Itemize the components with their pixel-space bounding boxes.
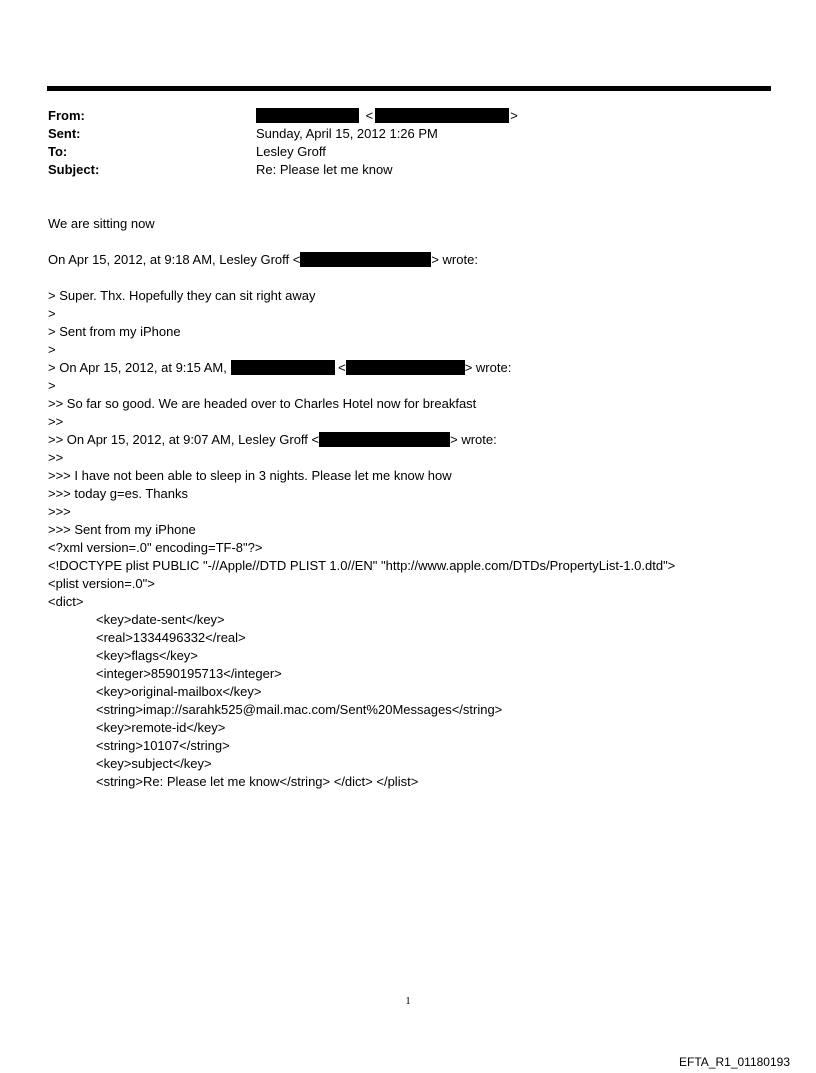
header-rule [47, 86, 771, 91]
quoted-line: >>> [48, 504, 71, 519]
xml-line: <!DOCTYPE plist PUBLIC "-//Apple//DTD PLIST 1.0//EN" "http://www.apple.com/DTDs/PropertyList-1.0.dtd"> [48, 558, 676, 573]
attribution-tail: > wrote: [431, 252, 478, 267]
quoted-line: > Super. Thx. Hopefully they can sit right away [48, 288, 316, 303]
quoted-line: >> [48, 414, 64, 429]
redaction-box [256, 108, 359, 123]
xml-line: <dict> [48, 594, 84, 609]
quote-attribution [48, 251, 478, 269]
attribution-text: > On Apr 15, 2012, at 9:15 AM, [48, 360, 227, 375]
xml-line: <plist version=.0"> [48, 576, 155, 591]
quoted-line: > Sent from my iPhone [48, 324, 181, 339]
xml-line: <real>1334496332</real> [96, 630, 246, 645]
from-label: From: [48, 108, 85, 123]
attribution-text: >> On Apr 15, 2012, at 9:07 AM, Lesley Groff < [48, 432, 320, 447]
from-gt: > [510, 108, 518, 123]
to-value: Lesley Groff [256, 144, 326, 159]
attribution-tail: > wrote: [450, 432, 497, 447]
quoted-line: > [48, 342, 56, 357]
quoted-line: >> So far so good. We are headed over to Charles Hotel now for breakfast [48, 396, 477, 411]
quoted-line: >>> today g=es. Thanks [48, 486, 188, 501]
quoted-line: > [48, 306, 56, 321]
redaction-box [346, 360, 465, 375]
quote-attribution [48, 431, 497, 449]
sent-label: Sent: [48, 126, 81, 141]
from-lt: < [365, 108, 374, 123]
sent-value: Sunday, April 15, 2012 1:26 PM [256, 126, 438, 141]
attribution-lt: < [338, 360, 346, 375]
xml-line: <key>flags</key> [96, 648, 198, 663]
xml-line: <?xml version=.0" encoding=TF-8"?> [48, 540, 263, 555]
redaction-box [300, 252, 431, 267]
quoted-line: >> [48, 450, 64, 465]
page-number: 1 [405, 995, 411, 1007]
xml-line: <string>10107</string> [96, 738, 230, 753]
subject-value: Re: Please let me know [256, 162, 393, 177]
quoted-line: >>> Sent from my iPhone [48, 522, 196, 537]
xml-line: <string>imap://sarahk525@mail.mac.com/Sent%20Messages</string> [96, 702, 503, 717]
redaction-box [231, 360, 335, 375]
xml-line: <integer>8590195713</integer> [96, 666, 282, 681]
bates-number: EFTA_R1_01180193 [679, 1055, 790, 1069]
body-line: We are sitting now [48, 216, 155, 231]
from-value [256, 107, 518, 125]
xml-line: <key>date-sent</key> [96, 612, 225, 627]
redaction-box [375, 108, 509, 123]
attribution-tail: > wrote: [464, 360, 512, 375]
to-label: To: [48, 144, 68, 159]
xml-line: <string>Re: Please let me know</string> </dict> </plist> [96, 774, 419, 789]
quoted-line: >>> I have not been able to sleep in 3 nights. Please let me know how [48, 468, 452, 483]
xml-line: <key>subject</key> [96, 756, 212, 771]
xml-line: <key>original-mailbox</key> [96, 684, 262, 699]
xml-line: <key>remote-id</key> [96, 720, 226, 735]
quote-attribution [48, 359, 511, 377]
attribution-text: On Apr 15, 2012, at 9:18 AM, Lesley Groff < [48, 252, 301, 267]
redaction-box [319, 432, 450, 447]
subject-label: Subject: [48, 162, 100, 177]
quoted-line: > [48, 378, 56, 393]
